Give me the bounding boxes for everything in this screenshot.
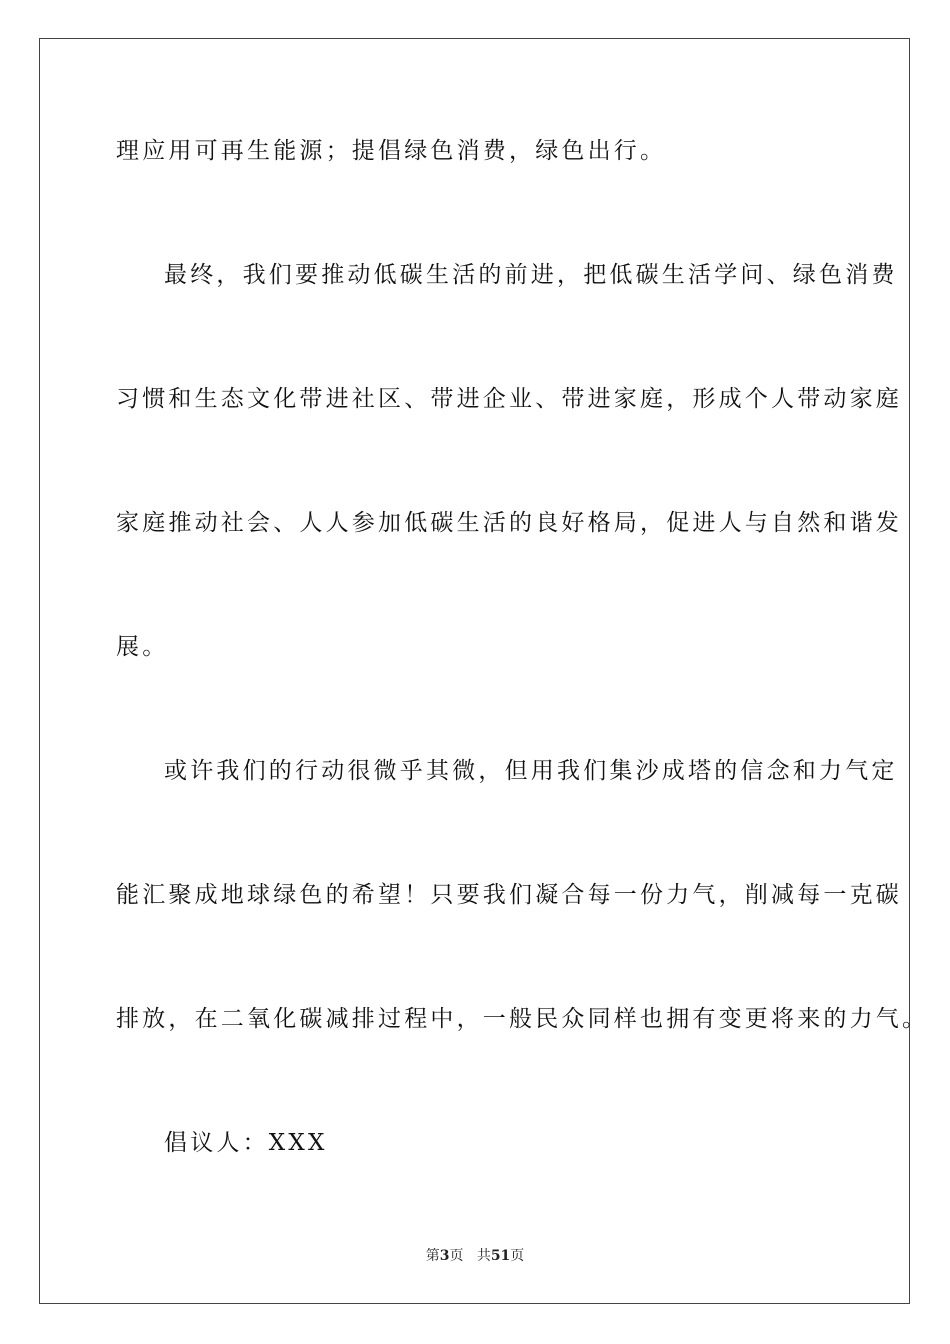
page-footer [0,1247,950,1265]
footer-page-suffix: 页 [449,1248,464,1264]
text-line-4: 家庭推动社会、人人参加低碳生活的良好格局，促进人与自然和谐发 [116,510,902,536]
text-line-5: 展。 [116,634,169,660]
text-line-3: 习惯和生态文化带进社区、带进企业、带进家庭，形成个人带动家庭 [116,386,902,412]
signature-line: 倡议人：XXX [164,1130,328,1156]
footer-page-number: 3 [439,1248,450,1264]
footer-total-pages: 51 [490,1248,511,1264]
text-line-8: 排放，在二氧化碳减排过程中，一般民众同样也拥有变更将来的力气。 [116,1006,929,1032]
text-line-7: 能汇聚成地球绿色的希望！只要我们凝合每一份力气，削减每一克碳 [116,882,902,908]
footer-total-prefix: 共 [476,1248,491,1264]
footer-page-prefix: 第 [425,1248,440,1264]
text-line-2: 最终，我们要推动低碳生活的前进，把低碳生活学问、绿色消费 [164,262,898,288]
text-line-1: 理应用可再生能源；提倡绿色消费，绿色出行。 [116,138,667,164]
text-line-6: 或许我们的行动很微乎其微，但用我们集沙成塔的信念和力气定 [164,758,898,784]
page-frame [39,38,910,1304]
footer-total-suffix: 页 [510,1248,525,1264]
